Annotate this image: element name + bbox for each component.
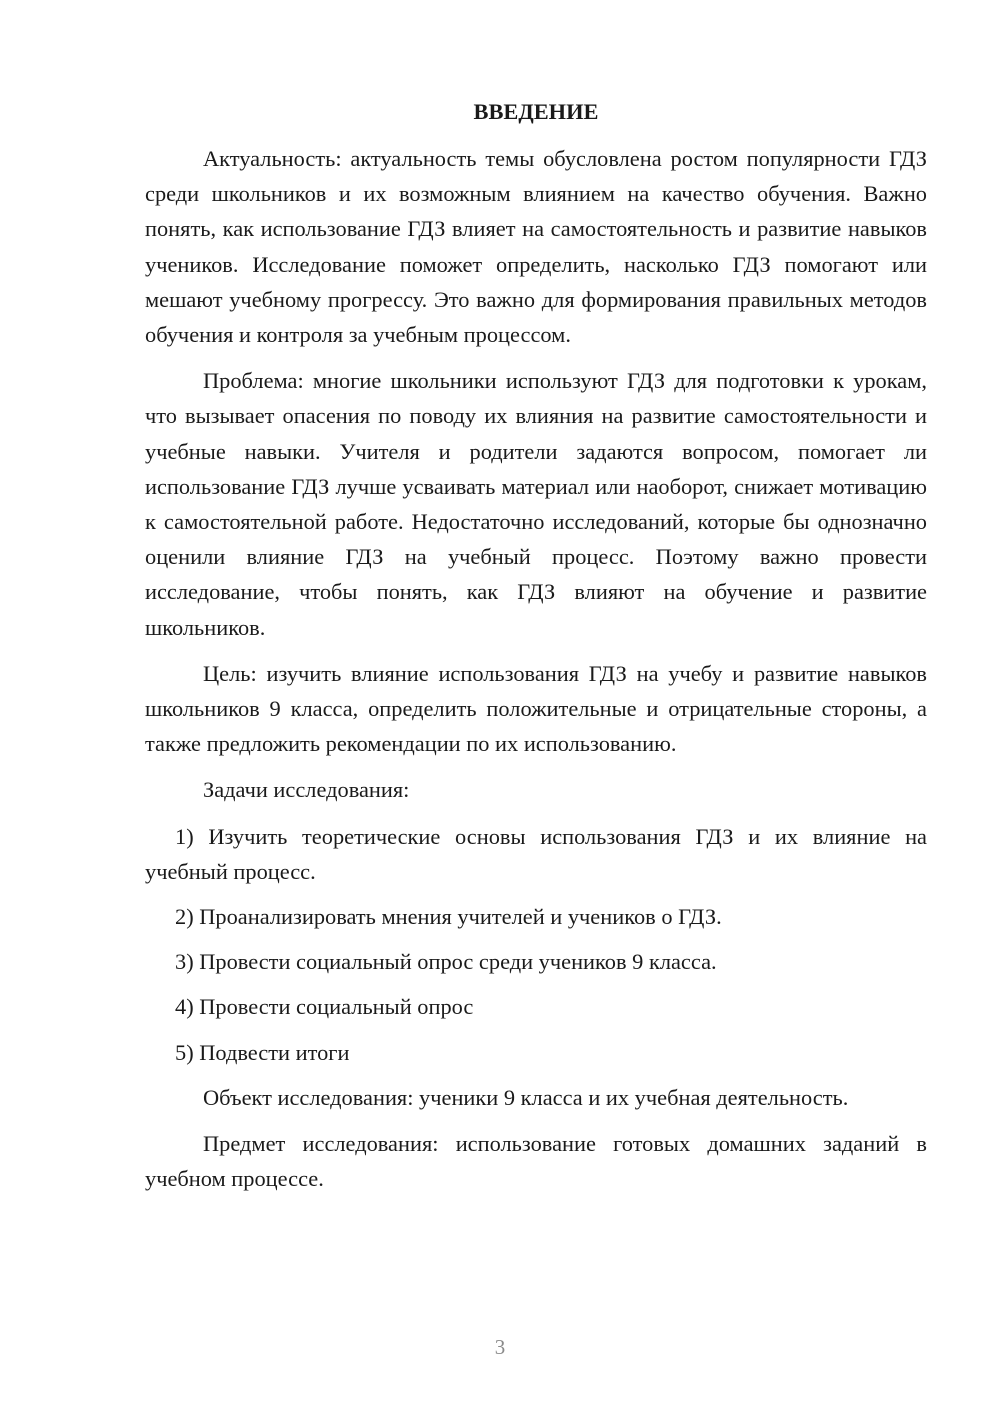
page-title: ВВЕДЕНИЕ (473, 99, 599, 124)
task-item: 5) Подвести итоги (175, 1039, 350, 1065)
paragraph-subject: Предмет исследования: использование готовых домашних заданий в учебном процессе. (145, 1131, 927, 1192)
task-item: 4) Провести социальный опрос (175, 994, 474, 1020)
paragraph-relevance: Актуальность: актуальность темы обусловлена ростом популярности ГДЗ среди школьников и их возможным влиянием на качество обучения. Важно понять, как использование ГДЗ влияет на самостоятельность и развитие навыков учеников. Исследование поможет определить, насколько ГДЗ помогают или мешают учебному прогрессу. Это важно для формирования правильных методов обучения и контроля за учебным процессом. (145, 146, 927, 348)
task-item: 1) Изучить теоретические основы использования ГДЗ и их влияние на учебный процесс. (145, 823, 927, 884)
page-number: 3 (494, 1335, 506, 1359)
paragraph-object: Объект исследования: ученики 9 класса и их учебная деятельность. (203, 1084, 849, 1110)
document-page (145, 96, 927, 1207)
task-item: 3) Провести социальный опрос среди учеников 9 класса. (175, 949, 717, 975)
tasks-heading: Задачи исследования: (203, 777, 410, 803)
task-item: 2) Проанализировать мнения учителей и учеников о ГДЗ. (175, 904, 722, 930)
paragraph-goal: Цель: изучить влияние использования ГДЗ на учебу и развитие навыков школьников 9 класса, определить положительные и отрицательные стороны, а также предложить рекомендации по их использованию. (145, 660, 927, 757)
paragraph-problem: Проблема: многие школьники используют ГДЗ для подготовки к урокам, что вызывает опасения по поводу их влияния на развитие самостоятельности и учебные навыки. Учителя и родители задаются вопросом, помогает ли использование ГДЗ лучше усваивать материал или наоборот, снижает мотивацию к самостоятельной работе. Недостаточно исследований, которые бы однозначно оценили влияние ГДЗ на учебный процесс. Поэтому важно провести исследование, чтобы понять, как ГДЗ влияют на обучение и развитие школьников. (145, 368, 927, 640)
